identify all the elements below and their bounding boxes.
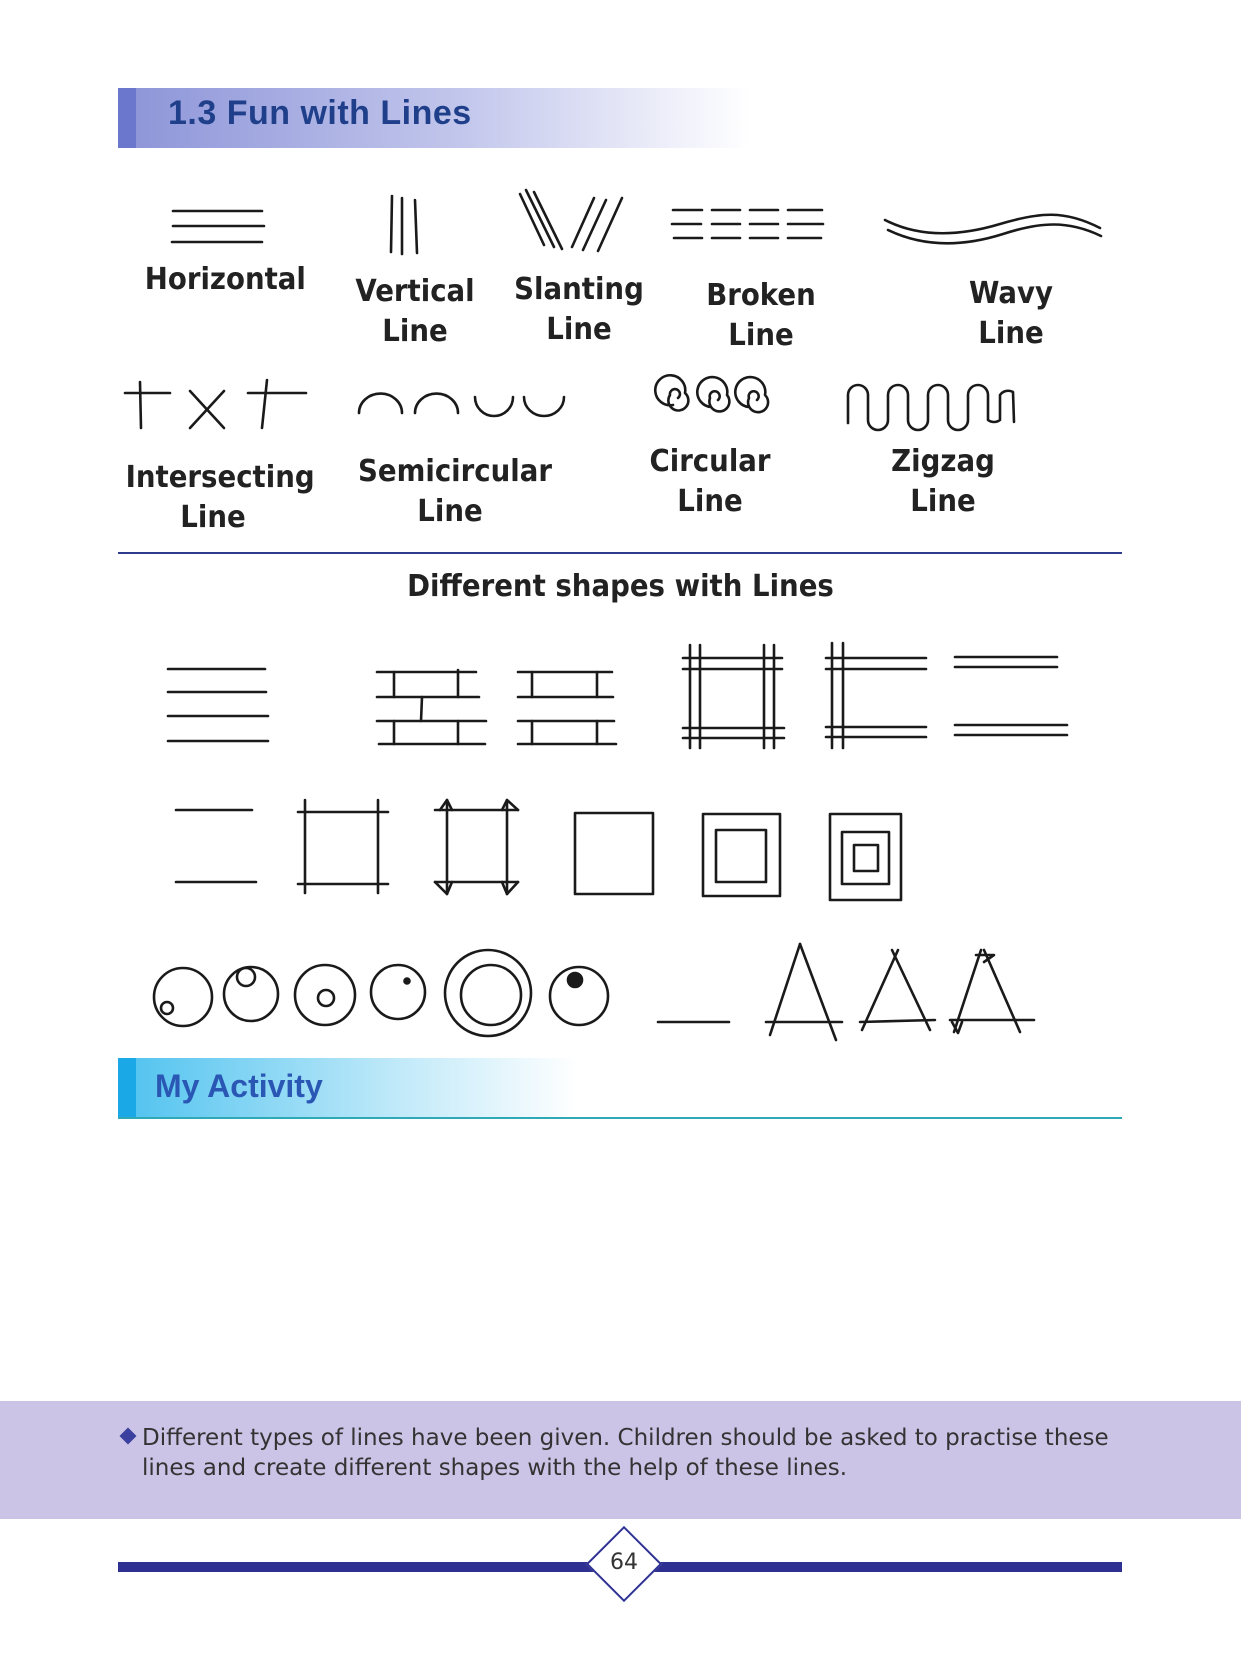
label-text: Line bbox=[910, 484, 976, 519]
crossed-square-drawing bbox=[298, 800, 388, 893]
concentric-squares-drawing bbox=[703, 814, 780, 896]
circle-inner-circle-drawing bbox=[224, 967, 278, 1021]
circle-center-circle-drawing bbox=[295, 965, 355, 1025]
label-text: Line bbox=[417, 494, 483, 529]
activity-title: My Activity bbox=[155, 1068, 323, 1104]
note-text: Different types of lines have been given. Children should be asked to practise these lines and create different shapes with the help of these lines. bbox=[142, 1425, 1109, 1481]
page-number: 64 bbox=[610, 1550, 638, 1575]
bullet-diamond-icon bbox=[120, 1428, 137, 1445]
hash-grid-drawing bbox=[683, 645, 784, 748]
teacher-note bbox=[0, 1401, 1241, 1519]
square-drawing bbox=[575, 813, 653, 894]
four-horizontal-lines-drawing bbox=[168, 669, 268, 741]
label-text: Circular bbox=[649, 444, 771, 479]
two-horizontal-lines-drawing bbox=[176, 810, 256, 882]
circle-dot-drawing bbox=[371, 965, 425, 1019]
brick-pattern-drawing bbox=[377, 670, 486, 744]
shapes-title: Different shapes with Lines bbox=[407, 569, 834, 604]
circle-filled-dot-drawing bbox=[550, 967, 608, 1025]
label-text: Line bbox=[978, 316, 1044, 351]
brick-pattern-drawing-2 bbox=[518, 672, 616, 744]
triangle-drawing-2 bbox=[860, 950, 935, 1030]
label-text: Wavy bbox=[968, 276, 1054, 311]
arrow-square-drawing bbox=[435, 800, 518, 894]
label-text: Broken bbox=[706, 278, 816, 313]
label-text: Line bbox=[677, 484, 743, 519]
activity-divider bbox=[118, 1117, 1122, 1119]
triangle-drawing-3 bbox=[950, 950, 1034, 1033]
section-title: 1.3 Fun with Lines bbox=[168, 94, 472, 132]
triple-squares-drawing bbox=[830, 814, 901, 900]
label-text: Semicircular bbox=[358, 454, 552, 489]
partial-grid-drawing bbox=[826, 643, 926, 748]
label-text: Slanting bbox=[514, 272, 644, 307]
label-text: Line bbox=[546, 312, 612, 347]
activity-header bbox=[118, 1058, 578, 1118]
label-text: Intersecting bbox=[125, 460, 315, 495]
label-text: Line bbox=[728, 318, 794, 353]
label-text: Vertical bbox=[355, 274, 475, 309]
label-text: Line bbox=[382, 314, 448, 349]
circle-small-dot-drawing bbox=[154, 968, 212, 1026]
label-text: Line bbox=[180, 500, 246, 535]
label-text: Zigzag bbox=[891, 444, 995, 479]
triangle-drawing-1 bbox=[766, 944, 842, 1040]
double-lines-drawing bbox=[955, 657, 1067, 735]
activity-header-accent bbox=[118, 1058, 136, 1118]
label-horizontal-text: Horizontal bbox=[144, 262, 306, 297]
double-ring-drawing bbox=[445, 950, 531, 1036]
